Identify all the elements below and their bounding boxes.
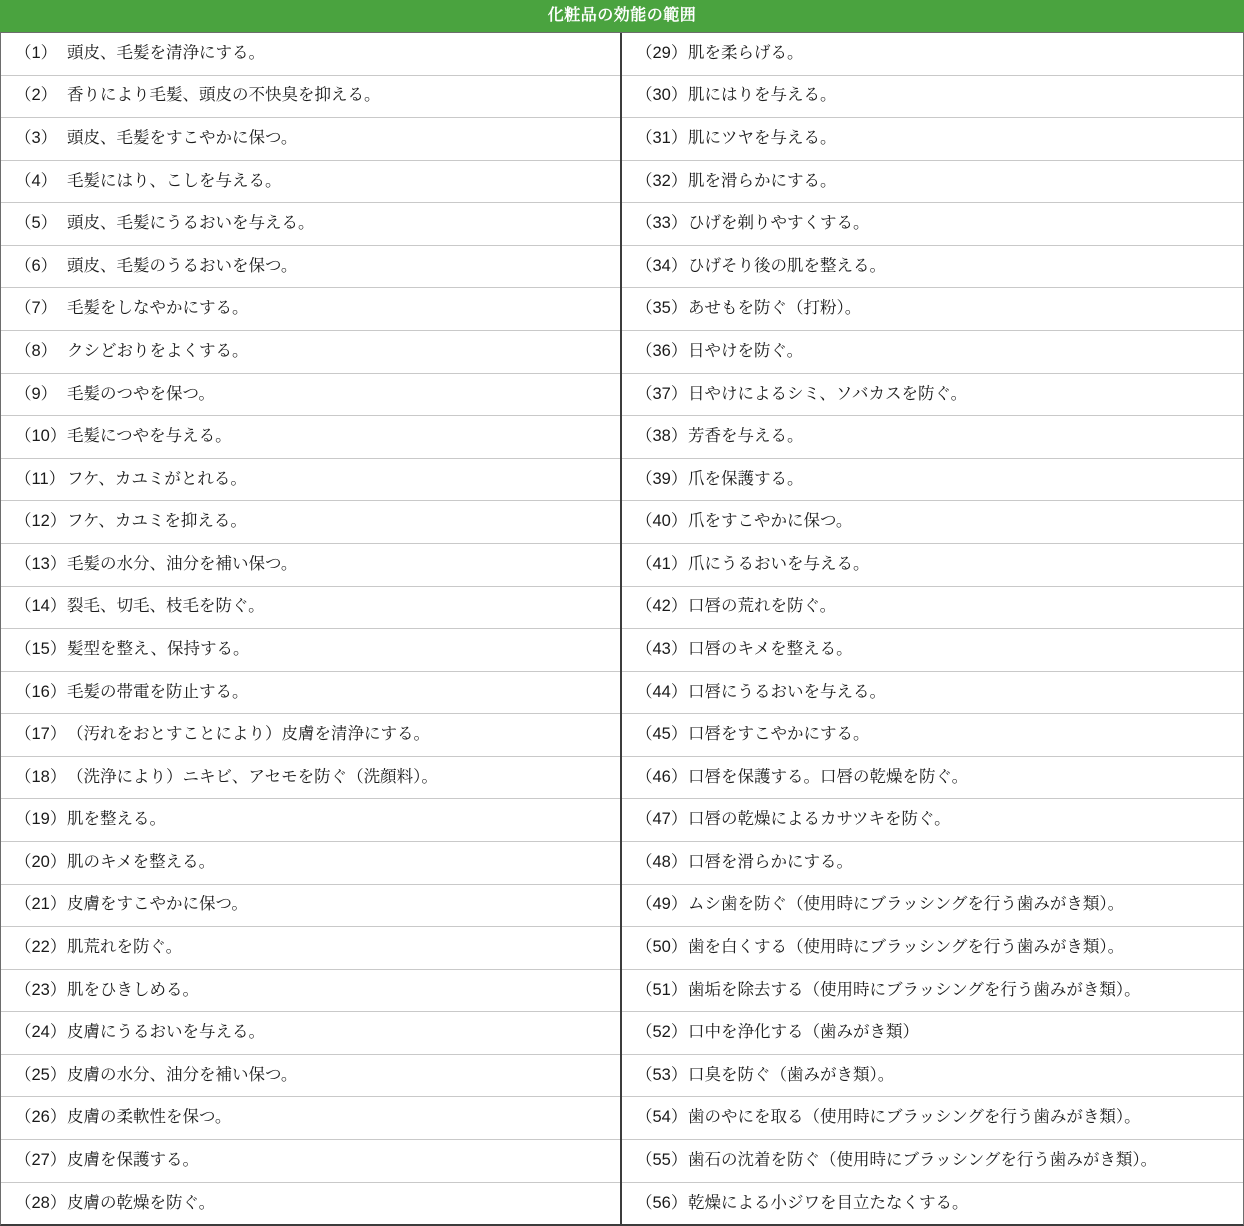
table-row <box>1 587 620 630</box>
row-text: 歯を白くする（使用時にブラッシングを行う歯みがき類）。 <box>688 938 1125 957</box>
row-number: （31） <box>636 129 688 148</box>
row-text: 肌のキメを整える。 <box>67 852 216 871</box>
row-number: （1） <box>15 43 58 62</box>
table-row <box>1 288 620 331</box>
row-text: 日やけによるシミ、ソバカスを防ぐ。 <box>688 384 968 403</box>
row-number: （48） <box>636 852 688 871</box>
table-row <box>622 33 1243 76</box>
row-text: フケ、カユミがとれる。 <box>67 469 247 488</box>
table-row <box>622 416 1243 459</box>
row-text: 頭皮、毛髪をすこやかに保つ。 <box>67 129 298 148</box>
row-number: （36） <box>636 341 688 360</box>
row-text: 爪を保護する。 <box>688 469 804 488</box>
table-row <box>622 374 1243 417</box>
row-text: 香りにより毛髪、頭皮の不快臭を抑える。 <box>67 86 381 105</box>
table-row <box>1 970 620 1013</box>
efficacy-table <box>0 32 1244 1226</box>
table-row <box>1 331 620 374</box>
table-row <box>1 629 620 672</box>
row-text: 口唇にうるおいを与える。 <box>688 682 886 701</box>
table-row <box>622 927 1243 970</box>
row-number: （45） <box>636 725 688 744</box>
row-number: （50） <box>636 938 688 957</box>
row-text: フケ、カユミを抑える。 <box>67 512 247 531</box>
table-row <box>1 76 620 119</box>
table-row <box>622 1055 1243 1098</box>
row-number: （33） <box>636 214 688 233</box>
table-row <box>622 501 1243 544</box>
row-text: 皮膚の水分、油分を補い保つ。 <box>67 1065 298 1084</box>
row-text: 皮膚の柔軟性を保つ。 <box>67 1108 232 1127</box>
table-row <box>1 203 620 246</box>
row-number: （26） <box>15 1108 67 1127</box>
row-text: 毛髪をしなやかにする。 <box>67 299 249 318</box>
row-number: （19） <box>15 810 67 829</box>
row-number: （5） <box>15 214 58 233</box>
table-row <box>622 629 1243 672</box>
row-number: （44） <box>636 682 688 701</box>
row-text: 裂毛、切毛、枝毛を防ぐ。 <box>67 597 265 616</box>
table-row <box>1 757 620 800</box>
table-row <box>622 970 1243 1013</box>
efficacy-table-left-column <box>1 33 622 1224</box>
row-number: （46） <box>636 767 688 786</box>
row-number: （4） <box>15 171 58 190</box>
table-row <box>622 672 1243 715</box>
row-number: （15） <box>15 639 67 658</box>
row-text: 口唇の乾燥によるカサツキを防ぐ。 <box>688 810 951 829</box>
row-text: 芳香を与える。 <box>688 427 804 446</box>
row-number: （49） <box>636 895 688 914</box>
row-text: 頭皮、毛髪のうるおいを保つ。 <box>67 256 298 275</box>
row-text: 毛髪につやを与える。 <box>67 427 232 446</box>
row-text: 皮膚の乾燥を防ぐ。 <box>67 1193 216 1212</box>
row-text: 肌を整える。 <box>67 810 166 829</box>
row-text: 口唇のキメを整える。 <box>688 639 853 658</box>
table-row <box>622 76 1243 119</box>
table-row <box>1 246 620 289</box>
row-text: 皮膚を保護する。 <box>67 1150 199 1169</box>
table-row <box>1 416 620 459</box>
row-text: （汚れをおとすことにより）皮膚を清浄にする。 <box>67 725 430 744</box>
row-text: 歯のやにを取る（使用時にブラッシングを行う歯みがき類）。 <box>688 1108 1141 1127</box>
row-number: （30） <box>636 86 688 105</box>
table-row <box>1 799 620 842</box>
table-row <box>1 118 620 161</box>
row-text: 肌を滑らかにする。 <box>688 171 837 190</box>
table-row <box>622 459 1243 502</box>
row-text: 頭皮、毛髪にうるおいを与える。 <box>67 214 315 233</box>
table-row <box>1 374 620 417</box>
row-number: （24） <box>15 1023 67 1042</box>
row-text: 皮膚にうるおいを与える。 <box>67 1023 265 1042</box>
row-text: 髪型を整え、保持する。 <box>67 639 250 658</box>
table-row <box>622 1140 1243 1183</box>
table-row <box>622 1012 1243 1055</box>
row-number: （27） <box>15 1150 67 1169</box>
row-number: （34） <box>636 256 688 275</box>
efficacy-table-right-column <box>622 33 1243 1224</box>
table-row <box>1 1140 620 1183</box>
row-text: 肌をひきしめる。 <box>67 980 199 999</box>
row-number: （37） <box>636 384 688 403</box>
row-text: 肌にツヤを与える。 <box>688 129 837 148</box>
row-number: （11） <box>15 469 66 488</box>
row-text: クシどおりをよくする。 <box>67 341 249 360</box>
table-row <box>1 1055 620 1098</box>
row-number: （12） <box>15 512 67 531</box>
table-row <box>1 161 620 204</box>
row-text: 歯石の沈着を防ぐ（使用時にブラッシングを行う歯みがき類）。 <box>688 1150 1158 1169</box>
table-row <box>1 885 620 928</box>
row-text: 口唇を滑らかにする。 <box>688 852 853 871</box>
table-row <box>1 501 620 544</box>
row-number: （35） <box>636 299 688 318</box>
table-row <box>1 1012 620 1055</box>
row-text: 頭皮、毛髪を清浄にする。 <box>67 43 265 62</box>
table-row <box>622 203 1243 246</box>
row-text: 口唇の荒れを防ぐ。 <box>688 597 837 616</box>
page-title: 化粧品の効能の範囲 <box>547 7 697 24</box>
row-text: ひげを剃りやすくする。 <box>688 214 870 233</box>
row-number: （13） <box>15 554 67 573</box>
row-text: 肌にはりを与える。 <box>688 86 837 105</box>
table-row <box>622 1183 1243 1225</box>
row-number: （16） <box>15 682 67 701</box>
row-number: （2） <box>15 86 58 105</box>
row-number: （32） <box>636 171 688 190</box>
table-row <box>622 842 1243 885</box>
table-row <box>622 331 1243 374</box>
row-number: （6） <box>15 256 58 275</box>
row-number: （53） <box>636 1065 688 1084</box>
row-number: （10） <box>15 427 67 446</box>
row-text: 日やけを防ぐ。 <box>688 341 804 360</box>
row-text: 毛髪の水分、油分を補い保つ。 <box>67 554 298 573</box>
row-text: 口唇をすこやかにする。 <box>688 725 870 744</box>
row-number: （28） <box>15 1193 67 1212</box>
table-row <box>622 885 1243 928</box>
row-number: （17） <box>15 725 67 744</box>
row-text: 皮膚をすこやかに保つ。 <box>67 895 248 914</box>
row-number: （9） <box>15 384 58 403</box>
table-row <box>1 544 620 587</box>
row-number: （7） <box>15 299 58 318</box>
row-text: 肌荒れを防ぐ。 <box>67 938 183 957</box>
table-row <box>622 288 1243 331</box>
row-text: 乾燥による小ジワを目立たなくする。 <box>688 1193 969 1212</box>
table-row <box>622 118 1243 161</box>
row-number: （14） <box>15 597 67 616</box>
row-text: （洗浄により）ニキビ、アセモを防ぐ（洗顔料）。 <box>67 767 438 786</box>
row-text: ひげそり後の肌を整える。 <box>688 256 886 275</box>
row-number: （51） <box>636 980 688 999</box>
row-text: 毛髪のつやを保つ。 <box>67 384 215 403</box>
table-row <box>622 587 1243 630</box>
row-text: 毛髪にはり、こしを与える。 <box>67 171 282 190</box>
row-number: （29） <box>636 43 688 62</box>
table-row <box>1 459 620 502</box>
row-number: （39） <box>636 469 688 488</box>
row-number: （42） <box>636 597 688 616</box>
row-number: （18） <box>15 767 67 786</box>
row-number: （25） <box>15 1065 67 1084</box>
row-number: （8） <box>15 341 58 360</box>
table-row <box>1 714 620 757</box>
row-text: 肌を柔らげる。 <box>688 43 804 62</box>
table-row <box>1 1183 620 1225</box>
row-number: （41） <box>636 554 688 573</box>
row-text: 口臭を防ぐ（歯みがき類）。 <box>688 1065 895 1084</box>
table-row <box>622 757 1243 800</box>
row-text: 爪にうるおいを与える。 <box>688 554 870 573</box>
row-number: （56） <box>636 1193 688 1212</box>
document-title-bar <box>0 0 1244 32</box>
table-row <box>1 672 620 715</box>
row-text: あせもを防ぐ（打粉）。 <box>688 299 862 318</box>
row-text: 爪をすこやかに保つ。 <box>688 512 853 531</box>
table-row <box>622 799 1243 842</box>
row-number: （22） <box>15 938 67 957</box>
table-row <box>1 927 620 970</box>
table-row <box>622 246 1243 289</box>
table-row <box>1 33 620 76</box>
row-number: （3） <box>15 129 58 148</box>
row-text: 口唇を保護する。口唇の乾燥を防ぐ。 <box>688 767 969 786</box>
row-number: （47） <box>636 810 688 829</box>
row-number: （38） <box>636 427 688 446</box>
table-row <box>622 714 1243 757</box>
row-number: （43） <box>636 639 688 658</box>
row-text: 毛髪の帯電を防止する。 <box>67 682 249 701</box>
row-number: （23） <box>15 980 67 999</box>
row-number: （21） <box>15 895 67 914</box>
table-row <box>1 1097 620 1140</box>
row-number: （20） <box>15 852 67 871</box>
table-row <box>622 161 1243 204</box>
row-text: ムシ歯を防ぐ（使用時にブラッシングを行う歯みがき類）。 <box>688 895 1125 914</box>
row-number: （52） <box>636 1023 688 1042</box>
table-row <box>622 1097 1243 1140</box>
row-number: （55） <box>636 1150 688 1169</box>
row-number: （40） <box>636 512 688 531</box>
row-text: 歯垢を除去する（使用時にブラッシングを行う歯みがき類）。 <box>688 980 1141 999</box>
table-row <box>622 544 1243 587</box>
row-text: 口中を浄化する（歯みがき類） <box>688 1023 919 1042</box>
row-number: （54） <box>636 1108 688 1127</box>
table-row <box>1 842 620 885</box>
